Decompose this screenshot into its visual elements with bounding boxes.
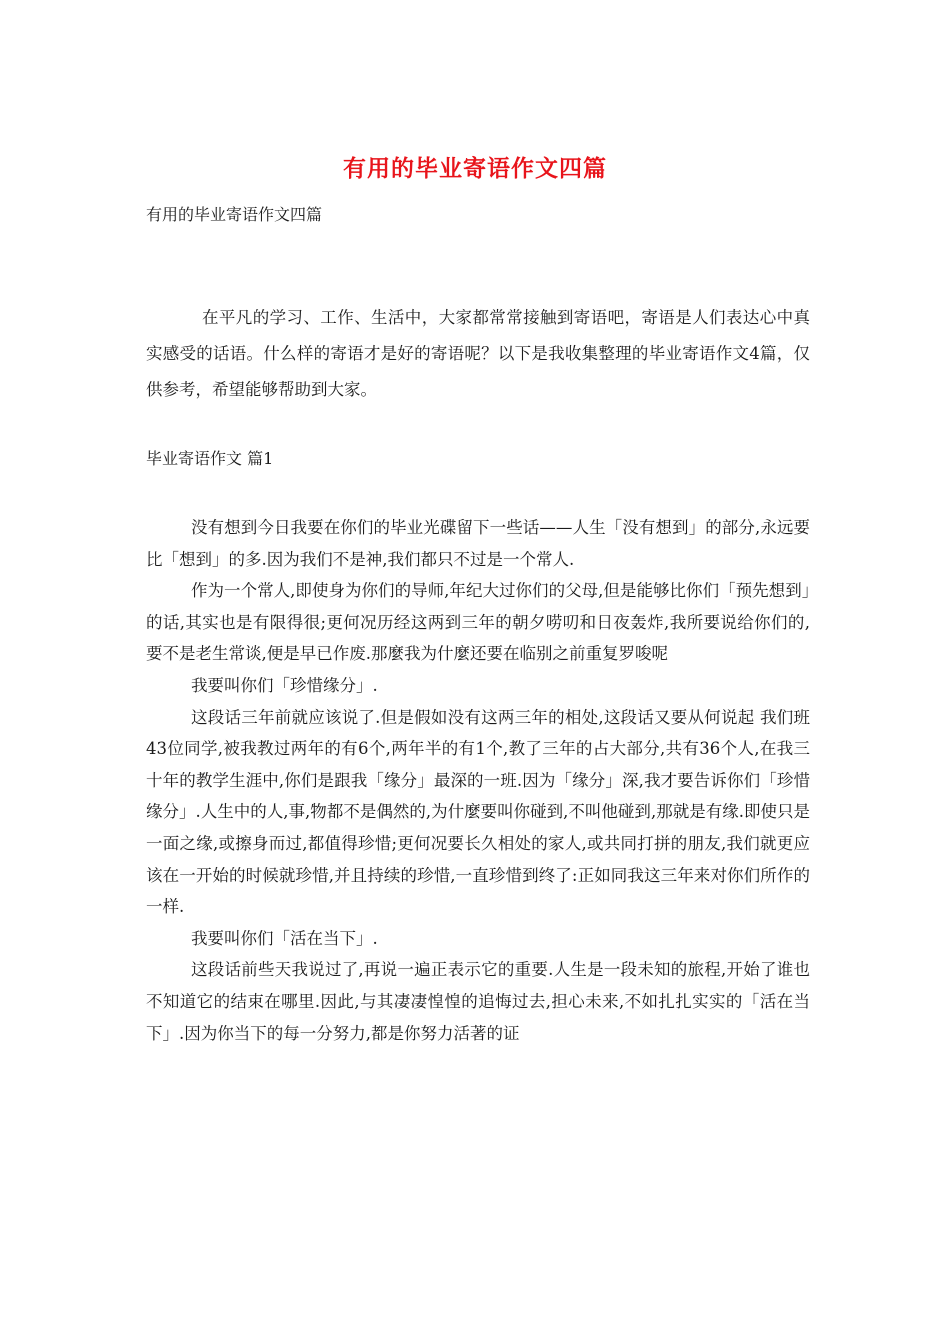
essay-body [146,512,810,1049]
paragraph: 我要叫你们「活在当下」. [191,928,378,948]
intro-paragraph: 在平凡的学习、工作、生活中，大家都常常接触到寄语吧，寄语是人们表达心中真实感受的话语。什么样的寄语才是好的寄语呢？以下是我收集整理的毕业寄语作文4篇，仅供参考，希望能够帮助到大家。 [146,308,810,399]
document-title: 有用的毕业寄语作文四篇 [343,155,607,182]
paragraph: 这段话前些天我说过了,再说一遍正表示它的重要.人生是一段未知的旅程,开始了谁也不知道它的结束在哪里.因此,与其凄凄惶惶的追悔过去,担心未来,不如扎扎实实的「活在当下」.因为你当下的每一分努力,都是你努力活著的证 [146,960,810,1043]
paragraph: 作为一个常人,即使身为你们的导师,年纪大过你们的父母,但是能够比你们「预先想到」的话,其实也是有限得很;更何况历经这两到三年的朝夕唠叨和日夜轰炸,我所要说给你们的,要不是老生常谈,便是早已作废.那麼我为什麼还要在临别之前重复罗唆呢 [146,581,810,664]
paragraph: 没有想到今日我要在你们的毕业光碟留下一些话——人生「没有想到」的部分,永远要比「想到」的多.因为我们不是神,我们都只不过是一个常人. [146,518,810,569]
paragraph: 我要叫你们「珍惜缘分」. [191,675,378,695]
section-heading: 毕业寄语作文 篇1 [146,449,274,468]
document-subtitle: 有用的毕业寄语作文四篇 [146,205,323,224]
paragraph: 这段话三年前就应该说了.但是假如没有这两三年的相处,这段话又要从何说起 我们班43位同学,被我教过两年的有6个,两年半的有1个,教了三年的占大部分,共有36个人,在我三十年的教学生涯中,你们是跟我「缘分」最深的一班.因为「缘分」深,我才要告诉你们「珍惜缘分」.人生中的人,事,物都不是偶然的,为什麼要叫你碰到,不叫他碰到,那就是有缘.即使只是一面之缘,或擦身而过,都值得珍惜;更何况要长久相处的家人,或共同打拼的朋友,我们就更应该在一开始的时候就珍惜,并且持续的珍惜,一直珍惜到终了:正如同我这三年来对你们所作的一样. [146,707,810,917]
